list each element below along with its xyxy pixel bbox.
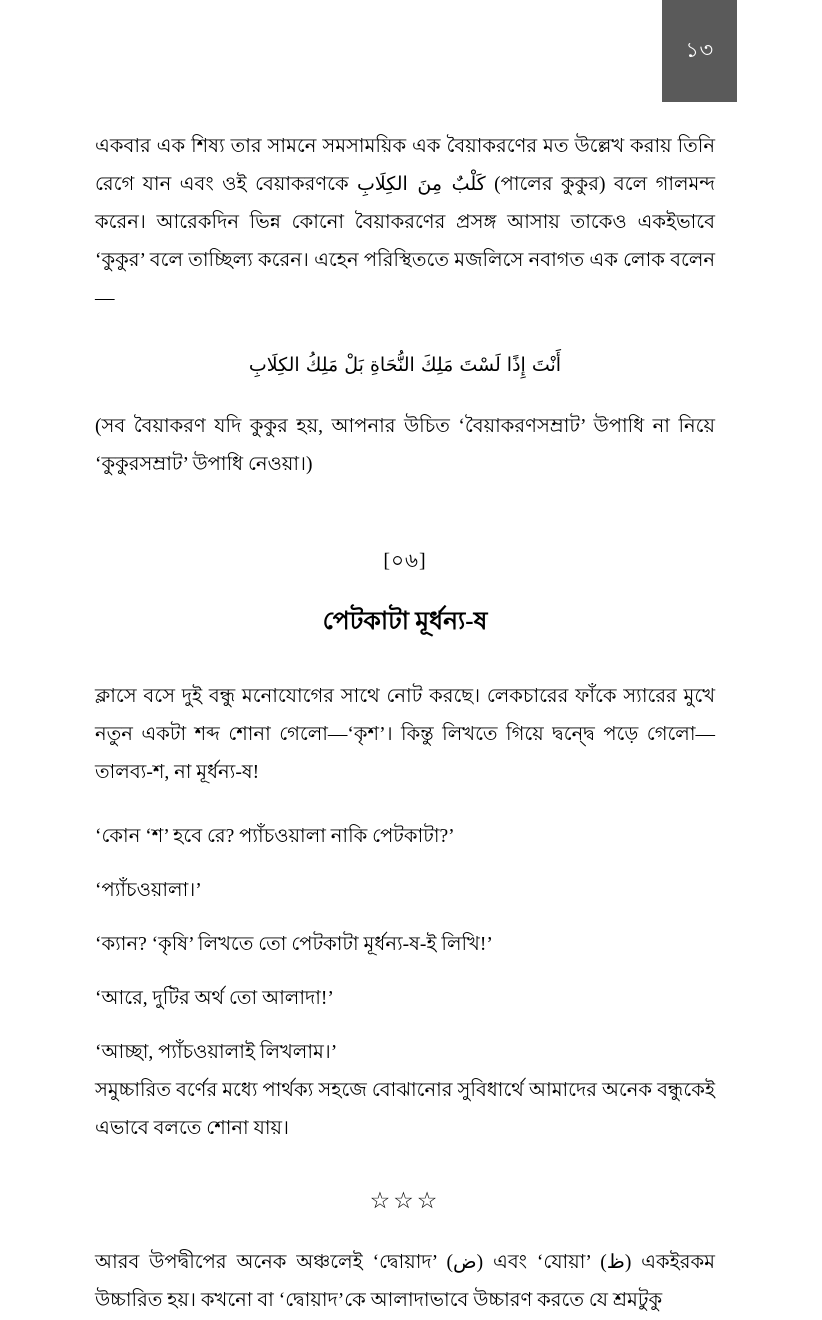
section-number: [০৬] xyxy=(383,550,427,573)
star-divider: ☆☆☆ xyxy=(369,1188,441,1215)
paragraph-explanation: সমুচ্চারিত বর্ণের মধ্যে পার্থক্য সহজে বোঝানোর সুবিধার্থে আমাদের অনেক বন্ধুকেই এভাবে বলতে শোনা যায়। xyxy=(95,1080,715,1140)
verse-translation: (সব বৈয়াকরণ যদি কুকুর হয়, আপনার উচিত ‘বৈয়াকরণসম্রাট’ উপাধি না নিয়ে ‘কুকুরসম্রাট’ উপাধি নেওয়া।) xyxy=(95,416,715,476)
paragraph-anecdote xyxy=(95,128,715,318)
dialogue-line: ‘আচ্ছা, প্যাঁচওয়ালাই লিখলাম।’ xyxy=(95,1042,338,1064)
paragraph-arabic-pronunciation: আরব উপদ্বীপের অনেক অঞ্চলেই ‘দ্বোয়াদ’ (ض) এবং ‘যোয়া’ (ظ) একইরকম উচ্চারিত হয়। কখনো বা ‘দ্বোয়াদ’কে আলাদাভাবে উচ্চারণ করতে যে শ্রমটুকু xyxy=(95,1252,715,1312)
dialogue-line: ‘প্যাঁচওয়ালা।’ xyxy=(95,880,202,902)
section-title: পেটকাটা মূর্ধন্য-ষ xyxy=(322,608,488,636)
paragraph-anecdote-part1: একবার এক শিষ্য তার সামনে সমসাময়িক এক বৈয়াকরণের মত উল্লেখ করায় তিনি রেগে যান এবং ওই বেয়াকরণকে xyxy=(95,136,715,196)
dialogue-line: ‘কোন ‘শ’ হবে রে? প্যাঁচওয়ালা নাকি পেটকাটা?’ xyxy=(95,826,455,848)
arabic-phrase-inline: كَلْبٌ مِنَ الكِلَابِ xyxy=(357,173,486,196)
page-content xyxy=(95,128,715,1320)
paragraph-anecdote-part2: (পালের কুকুর) বলে গালমন্দ করেন। আরেকদিন ভিন্ন কোনো বৈয়াকরণের প্রসঙ্গ আসায় তাকেও একইভাবে ‘কুকুর’ বলে তাচ্ছিল্য করেন। এহেন পরিস্থিততে মজলিসে নবাগত এক লোক বলেন— xyxy=(95,174,716,310)
arabic-verse: أَنْتَ إِذًا لَسْتَ مَلِكَ النُّحَاةِ بَلْ مَلِكُ الكِلَابِ xyxy=(248,354,562,377)
page-number: ১৩ xyxy=(685,38,714,62)
dialogue-line: ‘আরে, দুটির অর্থ তো আলাদা!’ xyxy=(95,988,334,1010)
page-number-tab xyxy=(662,0,737,102)
paragraph-classroom: ক্লাসে বসে দুই বন্ধু মনোযোগের সাথে নোট করছে। লেকচারের ফাঁকে স্যারের মুখে নতুন একটা শব্দ শোনা গেলো—‘কৃশ’। কিন্তু লিখতে গিয়ে দ্বন্দ্বে পড়ে গেলো—তালব্য-শ, না মূর্ধন্য-ষ! xyxy=(95,686,715,784)
dialogue-line: ‘ক্যান? ‘কৃষি’ লিখতে তো পেটকাটা মূর্ধন্য-ষ-ই লিখি!’ xyxy=(95,934,493,956)
dialogue-block xyxy=(95,818,715,1072)
